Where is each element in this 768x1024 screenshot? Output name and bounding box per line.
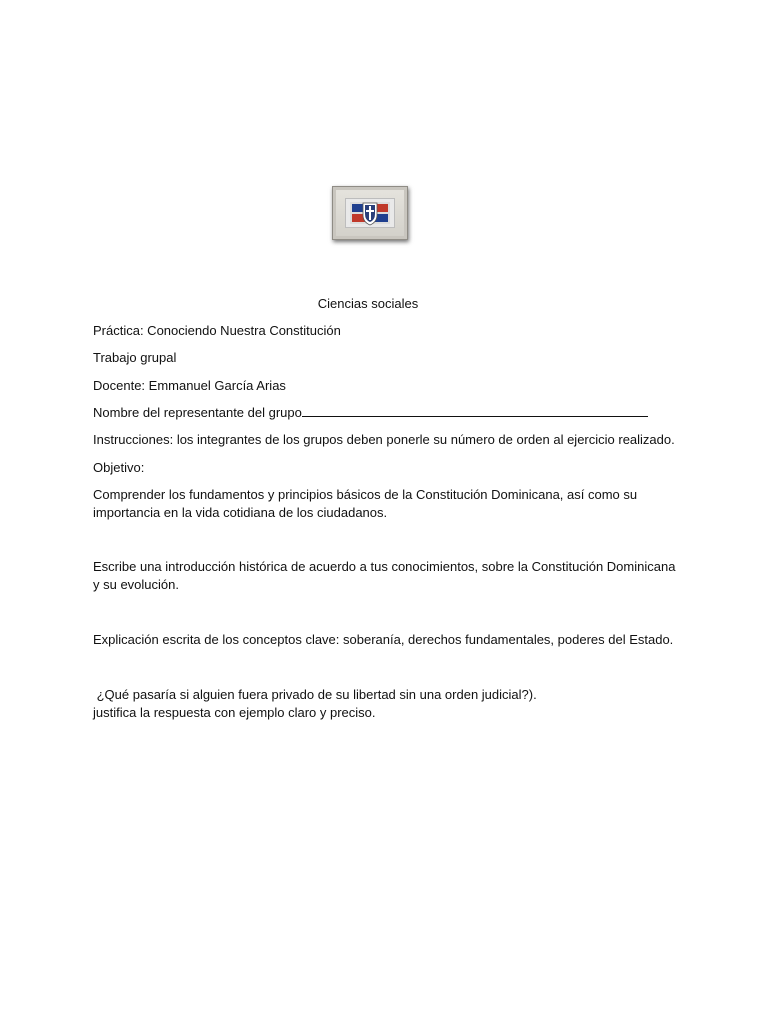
school-logo-frame bbox=[332, 186, 408, 240]
subject-title: Ciencias sociales bbox=[317, 296, 419, 311]
task-history-introduction: Escribe una introducción histórica de acuerdo a tus conocimientos, sobre la Constitución Dominicana y su evolución. bbox=[93, 559, 676, 592]
instructions-text: Instrucciones: los integrantes de los grupos deben ponerle su número de orden al ejercicio realizado. bbox=[93, 432, 675, 447]
school-logo bbox=[345, 198, 395, 228]
representative-blank-line bbox=[302, 404, 648, 417]
task-question: ¿Qué pasaría si alguien fuera privado de su libertad sin una orden judicial?). bbox=[93, 687, 537, 702]
objective-label: Objetivo: bbox=[93, 460, 145, 475]
group-work-label: Trabajo grupal bbox=[93, 350, 177, 365]
objective-text: Comprender los fundamentos y principios básicos de la Constitución Dominicana, así como su importancia en la vida cotidiana de los ciudadanos. bbox=[93, 487, 638, 520]
teacher-name: Docente: Emmanuel García Arias bbox=[93, 378, 286, 393]
task-key-concepts: Explicación escrita de los conceptos clave: soberanía, derechos fundamentales, poderes del Estado. bbox=[93, 632, 674, 647]
representative-label: Nombre del representante del grupo bbox=[93, 405, 302, 420]
school-crest-icon bbox=[346, 199, 394, 227]
representative-field bbox=[93, 404, 693, 422]
practice-title: Práctica: Conociendo Nuestra Constitución bbox=[93, 323, 341, 338]
task-justify-instruction: justifica la respuesta con ejemplo claro y preciso. bbox=[93, 705, 376, 720]
